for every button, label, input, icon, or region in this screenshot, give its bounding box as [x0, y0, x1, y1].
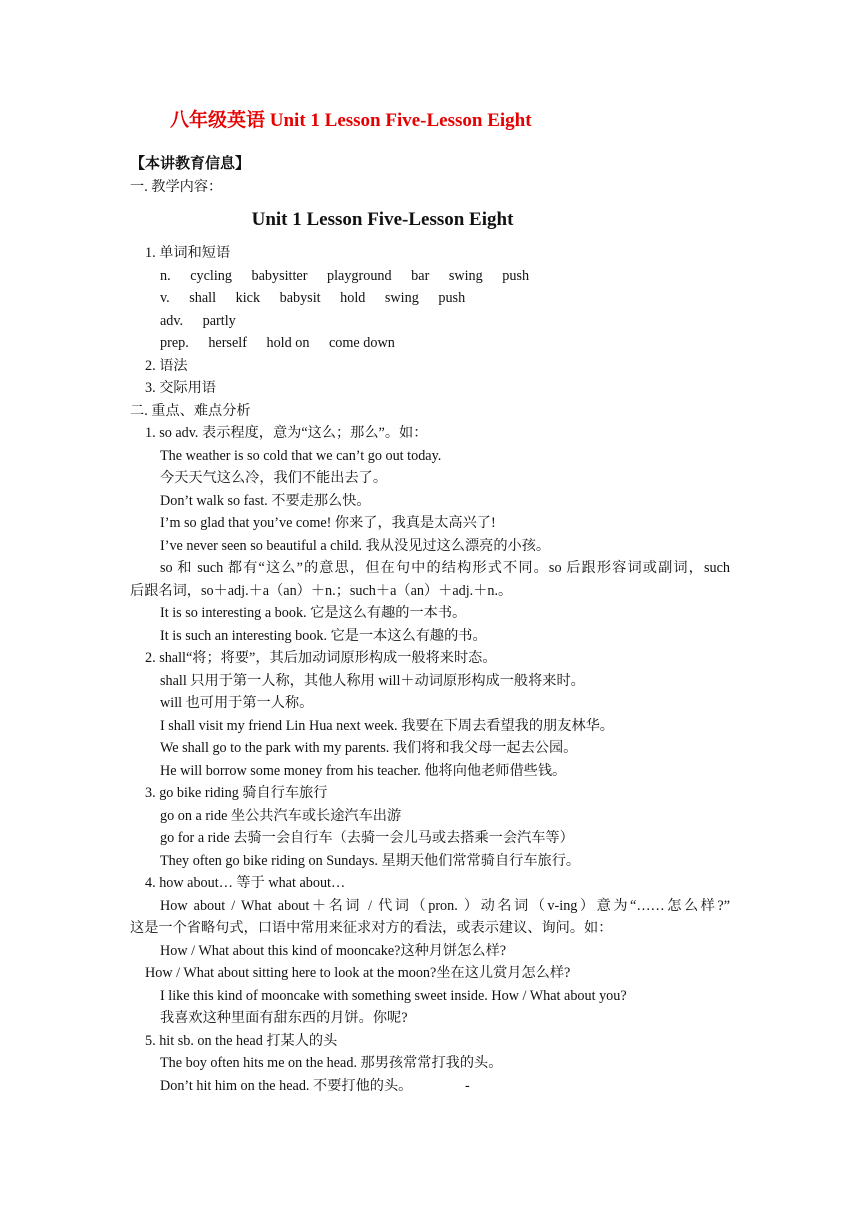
vocab-word: playground	[327, 267, 392, 284]
vocab-nouns	[0, 265, 860, 288]
example-line: The boy often hits me on the head. 那男孩常常打我的头。	[160, 1055, 503, 1071]
grammar-heading: 2. 语法	[145, 357, 188, 374]
example-line: will 也可用于第一人称。	[160, 695, 314, 711]
vocab-word: come down	[328, 335, 395, 351]
vocab-word: cycling	[190, 267, 232, 284]
explanation-line: 后跟名词，so＋adj.＋a（an）＋n.；such＋a（an）＋adj.＋n.。	[130, 582, 513, 599]
example-line-last	[0, 1075, 860, 1098]
vocab-word: push	[502, 267, 530, 284]
vocab-word: swing	[384, 290, 419, 306]
example-line: How / What about sitting here to look at the moon?坐在这儿赏月怎么样?	[145, 965, 571, 981]
pos-label: adv.	[160, 312, 184, 329]
document-title: 八年级英语 Unit 1 Lesson Five-Lesson Eight	[170, 110, 532, 131]
point-heading: 5. hit sb. on the head 打某人的头	[145, 1032, 338, 1049]
vocab-word: babysitter	[251, 267, 308, 284]
part2-heading: 二. 重点、难点分析	[130, 402, 251, 419]
pos-label: n.	[160, 267, 171, 284]
vocab-word: bar	[411, 267, 430, 284]
example-line: I shall visit my friend Lin Hua next week. 我要在下周去看望我的朋友林华。	[160, 717, 614, 734]
example-line: shall 只用于第一人称，其他人称用 will＋动词原形构成一般将来时。	[160, 672, 585, 689]
vocab-verbs	[0, 287, 860, 310]
vocab-word: hold	[340, 290, 366, 306]
explanation-line: 这是一个省略句式，口语中常用来征求对方的看法，或表示建议、询问。如：	[130, 920, 613, 936]
section-header: 【本讲教育信息】	[130, 156, 251, 172]
part1-heading: 一. 教学内容：	[130, 179, 223, 195]
vocab-word: partly	[202, 312, 236, 329]
point-heading: 4. how about… 等于 what about…	[145, 875, 346, 891]
point-heading: 3. go bike riding 骑自行车旅行	[145, 785, 328, 801]
lesson-subtitle: Unit 1 Lesson Five-Lesson Eight	[251, 209, 514, 230]
vocab-word: shall	[189, 290, 217, 306]
example-line: I’ve never seen so beautiful a child. 我从没见过这么漂亮的小孩。	[160, 537, 551, 554]
example-line: They often go bike riding on Sundays. 星期天他们常常骑自行车旅行。	[160, 852, 581, 869]
example-line: The weather is so cold that we can’t go out today.	[160, 447, 442, 464]
vocab-heading: 1. 单词和短语	[145, 245, 231, 261]
vocab-word: babysit	[279, 290, 321, 306]
example-line: It is so interesting a book. 它是这么有趣的一本书。	[160, 605, 467, 621]
example-line: go on a ride 坐公共汽车或长途汽车出游	[160, 807, 402, 824]
example-line: It is such an interesting book. 它是一本这么有趣的书。	[160, 627, 487, 644]
example-line: He will borrow some money from his teacher. 他将向他老师借些钱。	[160, 762, 567, 779]
point-heading: 1. so adv. 表示程度，意为“这么；那么”。如：	[145, 425, 428, 441]
vocab-word: kick	[235, 290, 261, 306]
example-line: go for a ride 去骑一会自行车（去骑一会儿马或去搭乘一会汽车等）	[160, 830, 574, 846]
vocab-word: push	[438, 290, 466, 306]
content-body	[0, 242, 860, 1097]
explanation-line: so 和 such 都有“这么”的意思，但在句中的结构形式不同。so 后跟形容词或副词，such	[160, 560, 730, 576]
explanation-line: How about / What about＋名词 / 代词（pron. ）动名词（v-ing）意为“……怎么样?”	[160, 897, 730, 914]
example-text: Don’t hit him on the head. 不要打他的头。	[160, 1077, 413, 1094]
vocab-adverbs	[0, 310, 860, 333]
communication-heading: 3. 交际用语	[145, 380, 216, 396]
trailing-dash: -	[465, 1077, 470, 1094]
vocab-prepositions	[0, 332, 860, 355]
example-line: I like this kind of mooncake with something sweet inside. How / What about you?	[160, 987, 627, 1004]
vocab-word: swing	[448, 267, 483, 284]
example-line: Don’t walk so fast. 不要走那么快。	[160, 492, 371, 509]
vocab-word: hold on	[266, 335, 310, 351]
example-line: How / What about this kind of mooncake?这种月饼怎么样?	[160, 942, 507, 959]
pos-label: v.	[160, 290, 170, 306]
example-line: I’m so glad that you’ve come! 你来了，我真是太高兴了!	[160, 515, 496, 531]
example-line: 我喜欢这种里面有甜东西的月饼。你呢?	[160, 1010, 408, 1026]
pos-label: prep.	[160, 335, 189, 351]
example-line: We shall go to the park with my parents. 我们将和我父母一起去公园。	[160, 740, 578, 756]
point-heading: 2. shall“将；将要”，其后加动词原形构成一般将来时态。	[145, 650, 497, 666]
example-line: 今天天气这么冷，我们不能出去了。	[160, 470, 388, 486]
vocab-word: herself	[208, 335, 247, 351]
